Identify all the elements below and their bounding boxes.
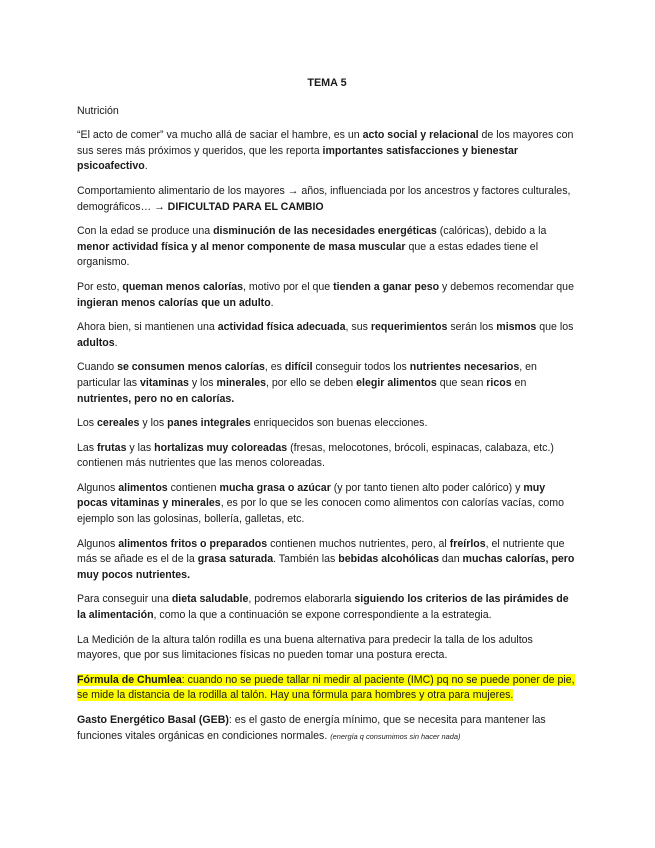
text-run: (y por tanto tienen alto poder calórico) y — [330, 481, 524, 494]
text-run: que los — [536, 321, 574, 334]
text-run: , por ello se deben — [266, 376, 357, 389]
bold-text: Gasto Energético Basal (GEB) — [77, 714, 229, 726]
paragraph — [77, 673, 577, 704]
bold-text: minerales — [216, 376, 267, 389]
bold-text: hortalizas muy coloreadas — [154, 441, 288, 454]
bold-text: menor actividad física y al menor componente de masa muscular — [77, 240, 406, 253]
text-run: Cuando — [77, 361, 118, 374]
text-run: . — [270, 296, 274, 309]
text-run: contienen muchos nutrientes, pero, al — [267, 537, 450, 550]
paragraph — [77, 128, 577, 175]
text-run: y debemos recomendar que — [439, 280, 574, 293]
text-run: y los — [139, 417, 168, 430]
bold-text: elegir alimentos — [356, 376, 437, 389]
paragraph — [77, 713, 577, 744]
text-run: Con la edad se produce una — [77, 225, 214, 238]
bold-text: ingieran menos calorías que un adulto — [77, 296, 271, 309]
paragraph — [77, 481, 577, 528]
text-run: , motivo por el que — [243, 280, 334, 293]
bold-text: adultos — [77, 336, 115, 349]
text-run: (fresas, melocotones, brócoli, espinacas, calabaza, etc.) contienen más nutrientes que las menos coloreadas. — [77, 441, 554, 470]
highlighted-text: : cuando no se puede tallar ni medir al paciente (IMC) pq no se puede poner de pie, se mide la distancia de la rodilla al talón. Hay una fórmula para hombres y otra para mujeres. — [77, 673, 575, 702]
text-run: y los — [188, 376, 217, 389]
bold-text: mucha grasa o azúcar — [219, 481, 331, 494]
bold-text: freírlos — [449, 537, 486, 550]
text-run: que a estas edades tiene el organismo. — [77, 240, 539, 269]
bold-text: panes integrales — [167, 417, 251, 430]
text-run: Algunos — [77, 537, 119, 550]
bold-text: grasa saturada — [197, 553, 274, 566]
text-run: Las — [77, 441, 98, 454]
text-run: serán los — [447, 321, 497, 334]
text-run: Los — [77, 417, 98, 430]
text-run: Ahora bien, si mantienen una — [77, 321, 218, 334]
text-run: Para conseguir una — [77, 593, 172, 606]
section-heading: Nutrición — [77, 104, 119, 117]
text-run: Algunos — [77, 481, 119, 494]
text-run: contienen — [167, 481, 220, 494]
text-run: , el nutriente que más se añade es el de la — [77, 537, 565, 566]
bold-text: ricos — [486, 376, 512, 389]
text-run: y las — [126, 441, 155, 454]
text-run: . También las — [273, 553, 339, 566]
text-run: , es por lo que se les conocen como alimentos con calorías vacías, como ejemplo son las golosinas, bollería, galletas, etc. — [77, 497, 564, 526]
text-run: . — [114, 336, 118, 349]
bold-text: frutas — [97, 441, 127, 454]
paragraph — [77, 360, 577, 407]
text-run: “El acto de comer” va mucho allá de saciar el hambre, es un — [77, 129, 363, 142]
bold-text: requerimientos — [370, 321, 448, 334]
text-run: La Medición de la altura talón rodilla es una buena alternativa para predecir la talla de los adultos mayores, que por sus limitaciones físicas no pueden tomar una postura erecta. — [77, 633, 533, 662]
paragraph — [77, 416, 577, 432]
bold-text: importantes satisfacciones y bienestar psicoafectivo — [77, 144, 519, 173]
bold-text: siguiendo los criterios de las pirámides de la alimentación — [77, 593, 569, 622]
bold-text: nutrientes necesarios — [409, 361, 520, 374]
bold-text: vitaminas — [140, 376, 189, 389]
bold-text: cereales — [97, 417, 140, 430]
bold-text: bebidas alcohólicas — [338, 553, 439, 566]
bold-text: mismos — [496, 321, 537, 334]
highlighted-text: Fórmula de Chumlea — [77, 673, 182, 686]
text-run: de los mayores con sus seres más próximos y queridos, que les reporta — [77, 129, 574, 157]
text-run: en — [511, 376, 527, 389]
bold-text: actividad física adecuada — [217, 321, 346, 334]
text-run: dan — [438, 553, 463, 566]
document-body — [77, 128, 577, 744]
text-run: que sean — [436, 376, 487, 389]
paragraph — [77, 320, 577, 351]
bold-text: queman menos calorías — [122, 280, 244, 293]
paragraph — [77, 633, 577, 664]
bold-text: muy pocas vitaminas y minerales — [77, 481, 546, 510]
bold-text: DIFICULTAD PARA EL CAMBIO — [167, 200, 324, 213]
text-run: , es — [264, 361, 285, 374]
bold-text: difícil — [284, 361, 313, 374]
bold-text: disminución de las necesidades energéticas — [213, 225, 437, 238]
text-run: , en particular las — [77, 361, 537, 389]
text-run: conseguir todos los — [312, 361, 410, 374]
bold-text: alimentos fritos o preparados — [118, 537, 268, 550]
bold-text: dieta saludable — [171, 593, 249, 606]
text-run: , como la que a continuación se expone correspondiente a la estrategia. — [153, 609, 492, 622]
paragraph — [77, 537, 577, 584]
text-run: , sus — [345, 321, 371, 334]
bold-text: se consumen menos calorías — [117, 361, 265, 374]
paragraph — [77, 592, 577, 623]
paragraph — [77, 224, 577, 271]
text-run: , podremos elaborarla — [248, 593, 355, 606]
page-title: TEMA 5 — [307, 77, 347, 89]
text-run: enriquecidos son buenas elecciones. — [250, 417, 428, 430]
bold-text: nutrientes, pero no en calorías. — [77, 392, 235, 405]
bold-text: muchas calorías, pero muy pocos nutrientes. — [77, 553, 575, 581]
text-run: (calóricas), debido a la — [436, 225, 547, 238]
text-run: Comportamiento alimentario de los mayores → años, influenciada por los ancestros y factores culturales, demográficos… → — [77, 184, 571, 213]
paragraph — [77, 441, 577, 472]
paragraph — [77, 184, 577, 215]
bold-text: tienden a ganar peso — [333, 280, 440, 293]
bold-text: alimentos — [118, 481, 168, 494]
paragraph — [77, 280, 577, 311]
margin-note: (energía q consumimos sin hacer nada) — [330, 731, 461, 741]
text-run: : es el gasto de energía mínimo, que se necesita para mantener las funciones vitales orgánicas en condiciones normales. — [77, 714, 546, 742]
text-run: Por esto, — [77, 280, 123, 293]
text-run: . — [144, 160, 148, 173]
bold-text: acto social y relacional — [362, 129, 479, 142]
